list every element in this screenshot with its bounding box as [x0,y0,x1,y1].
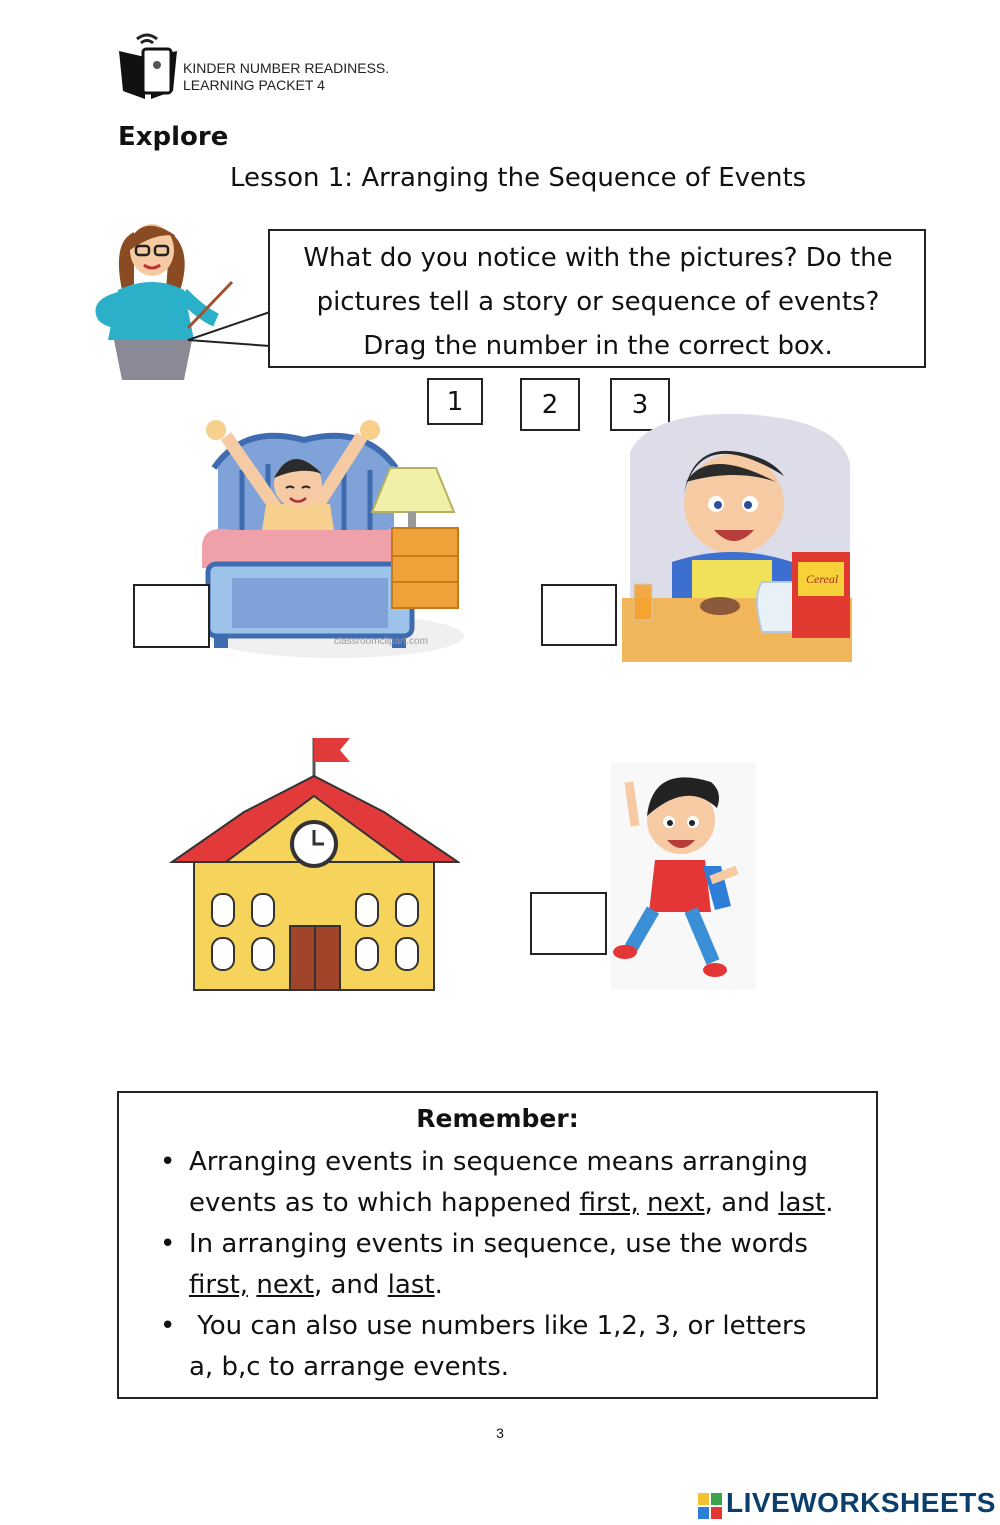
instruction-line-2: pictures tell a story or sequence of events? [316,287,880,317]
list-item [160,1306,870,1388]
instruction-line-1: What do you notice with the pictures? Do the [303,243,893,273]
remember-title: Remember: [416,1104,579,1133]
watermark-text: classroomclipart.com [334,636,428,647]
word-first: first, [579,1188,639,1218]
remember-b1-end: . [825,1188,834,1218]
speech-bubble-tail [186,310,272,350]
school-picture [168,734,460,992]
header-line-2: LEARNING PACKET 4 [183,77,325,93]
page-number: 3 [496,1425,504,1441]
header-line-1: KINDER NUMBER READINESS. [183,60,390,76]
list-item [160,1224,870,1306]
remember-b2-end: . [434,1270,443,1300]
word-next: next [256,1270,314,1300]
cereal-label: Cereal [806,572,839,586]
remember-b3-b: a, b,c to arrange events. [189,1352,510,1382]
remember-list [160,1142,870,1388]
answer-box-wake-up[interactable] [133,584,210,648]
remember-b1-a: Arranging events in sequence means arranging [189,1147,808,1177]
word-next: next [646,1188,705,1218]
answer-box-breakfast[interactable] [541,584,617,646]
teacher-illustration [78,210,238,382]
word-last: last [387,1270,435,1300]
number-tile-1[interactable]: 1 [427,378,483,425]
remember-b1-and: , and [704,1188,779,1218]
number-tile-3[interactable]: 3 [610,378,670,431]
section-title: Explore [118,122,229,152]
breakfast-picture [622,412,852,662]
book-logo-icon [117,33,179,101]
liveworksheets-logo-icon [698,1493,722,1519]
word-first: first, [189,1270,249,1300]
walking-boy-picture [611,762,756,990]
lesson-title: Lesson 1: Arranging the Sequence of Events [230,163,807,193]
remember-b1-b: events as to which happened [189,1188,580,1218]
wake-up-picture [186,408,464,663]
number-tile-2[interactable]: 2 [520,378,580,431]
instruction-text [274,236,922,368]
remember-b2-and: , and [313,1270,388,1300]
instruction-line-3: Drag the number in the correct box. [363,331,833,361]
footer-brand: LIVEWORKSHEETS [726,1487,996,1518]
remember-b3-a: You can also use numbers like 1,2, 3, or letters [189,1311,807,1341]
word-last: last [778,1188,826,1218]
remember-b2-a: In arranging events in sequence, use the words [189,1229,808,1259]
list-item [160,1142,870,1224]
answer-box-walking[interactable] [530,892,607,955]
header-text [183,60,389,94]
